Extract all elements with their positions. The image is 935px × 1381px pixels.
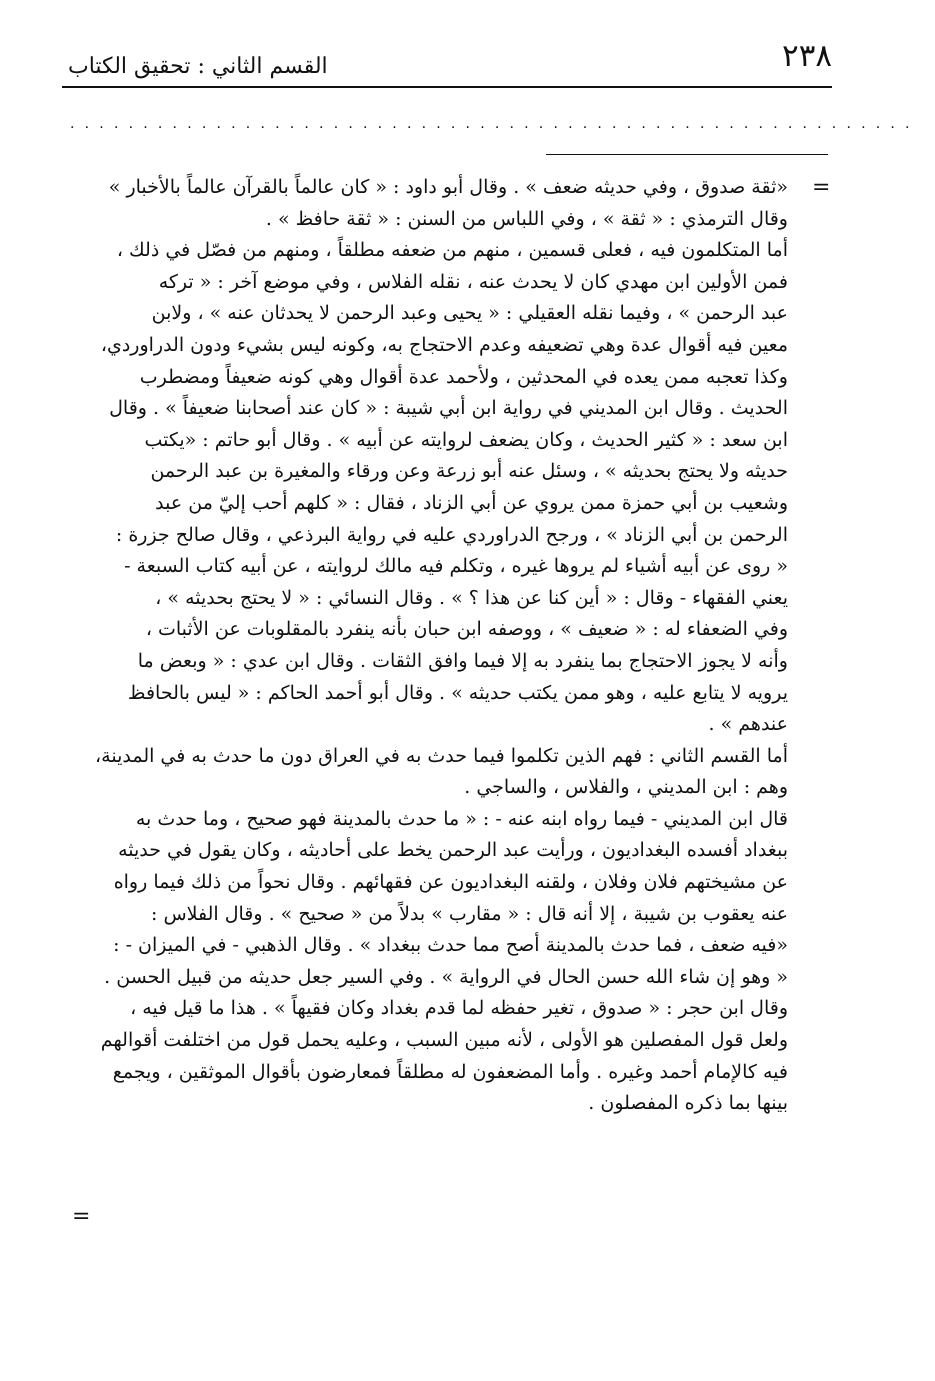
page-header <box>62 38 832 84</box>
text-line: عن مشيختهم فلان وفلان ، ولقنه البغداديون عن فقهائهم . وقال نحواً من ذلك فيما رواه <box>113 871 788 894</box>
text-line: عندهم » . <box>708 713 788 736</box>
text-line: يعني الفقهاء - وقال : « أين كنا عن هذا ؟ » . وقال النسائي : « لا يحتج بحديثه » ، <box>155 586 788 609</box>
text-line: ابن سعد : « كثير الحديث ، وكان يضعف لروايته عن أبيه » . وقال أبو حاتم : «يكتب <box>144 428 788 451</box>
continuation-marker-start: = <box>812 175 831 200</box>
text-line: بينها بما ذكره المفصلون . <box>588 1092 788 1115</box>
page-number: ٢٣٨ <box>782 38 832 74</box>
text-line: الرحمن بن أبي الزناد » ، ورجح الدراوردي عليه في رواية البرذعي ، وقال صالح جزرة : <box>115 523 788 546</box>
text-line: وفي الضعفاء له : « ضعيف » ، ووصفه ابن حبان بأنه ينفرد بالمقلوبات عن الأثبات ، <box>145 618 788 641</box>
text-line: يرويه لا يتابع عليه ، وهو ممن يكتب حديثه » . وقال أبو أحمد الحاكم : « ليس بالحافظ <box>127 681 788 704</box>
text-line: وقال الترمذي : « ثقة » ، وفي اللباس من السنن : « ثقة حافظ » . <box>265 207 788 230</box>
text-line: فيه كالإمام أحمد وغيره . وأما المضعفون له مطلقاً فمعارضون بأقوال الموثقين ، ويجمع <box>112 1060 788 1083</box>
text-line: عبد الرحمن » ، وفيما نقله العقيلي : « يحيى وعبد الرحمن لا يحدثان عنه » ، ولابن <box>151 302 788 325</box>
text-line: قال ابن المديني - فيما رواه ابنه عنه - : « ما حدث بالمدينة فهو صحيح ، وما حدث به <box>135 807 788 830</box>
footnote-body <box>66 172 788 1120</box>
text-line: «فيه ضعف ، فما حدث بالمدينة أصح مما حدث ببغداد » . وقال الذهبي - في الميزان - : <box>113 934 788 957</box>
text-line: وشعيب بن أبي حمزة ممن يروي عن أبي الزناد ، فقال : « كلهم أحب إليّ من عبد <box>155 491 788 514</box>
text-line: وكذا تعجبه ممن يعده في المحدثين ، ولأحمد عدة أقوال وهي كونه ضعيفاً ومضطرب <box>139 365 788 388</box>
text-line: أما القسم الثاني : فهم الذين تكلموا فيما حدث به في العراق دون ما حدث به في المدينة، <box>95 744 788 767</box>
text-line: ببغداد أفسده البغداديون ، ورأيت عبد الرحمن يخط على أحاديثه ، وكان يقول في حديثه <box>118 839 788 862</box>
text-line: « وهو إن شاء الله حسن الحال في الرواية » . وفي السير جعل حديثه من قبيل الحسن . <box>104 965 788 988</box>
text-line: ولعل قول المفصلين هو الأولى ، لأنه مبين السبب ، وعليه يحمل قول من اختلفت أقوالهم <box>100 1029 788 1052</box>
text-line: حديثه ولا يحتج بحديثه » ، وسئل عنه أبو زرعة وعن ورقاء والمغيرة بن عبد الرحمن <box>150 460 788 483</box>
text-line: أما المتكلمون فيه ، فعلى قسمين ، منهم من ضعفه مطلقاً ، ومنهم من فصّل في ذلك ، <box>116 239 788 262</box>
running-head: القسم الثاني : تحقيق الكتاب <box>68 54 328 79</box>
text-line: الحديث . وقال ابن المديني في رواية ابن أبي شيبة : « كان عند أصحابنا ضعيفاً » . وقال <box>109 397 788 420</box>
text-line: وأنه لا يجوز الاحتجاج بما ينفرد به إلا فيما وافق الثقات . وقال ابن عدي : « وبعض ما <box>137 649 788 672</box>
footnote-rule <box>546 154 828 155</box>
text-line: فمن الأولين ابن مهدي كان لا يحدث عنه ، نقله الفلاس ، وفي موضع آخر : « تركه <box>158 270 788 293</box>
text-line: «ثقة صدوق ، وفي حديثه ضعف » . وقال أبو داود : « كان عالماً بالقرآن عالماً بالأخبار » <box>108 176 788 198</box>
separator-dots: .......................................................... <box>70 116 920 132</box>
continuation-marker-end: = <box>72 1204 91 1229</box>
text-line: وقال ابن حجر : « صدوق ، تغير حفظه لما قدم بغداد وكان فقيهاً » . هذا ما قيل فيه ، <box>130 997 788 1020</box>
header-rule <box>62 86 832 88</box>
text-line: معين فيه أقوال عدة وهي تضعيفه وعدم الاحتجاج به، وكونه ليس بشيء ودون الدراوردي، <box>100 333 788 356</box>
text-line: « روى عن أبيه أشياء لم يروها غيره ، وتكلم فيه مالك لروايته ، عن أبيه كتاب السبعة - <box>124 555 788 578</box>
text-line: عنه يعقوب بن شيبة ، إلا أنه قال : « مقارب » بدلاً من « صحيح » . وقال الفلاس : <box>151 902 788 925</box>
text-line: وهم : ابن المديني ، والفلاس ، والساجي . <box>464 776 788 799</box>
